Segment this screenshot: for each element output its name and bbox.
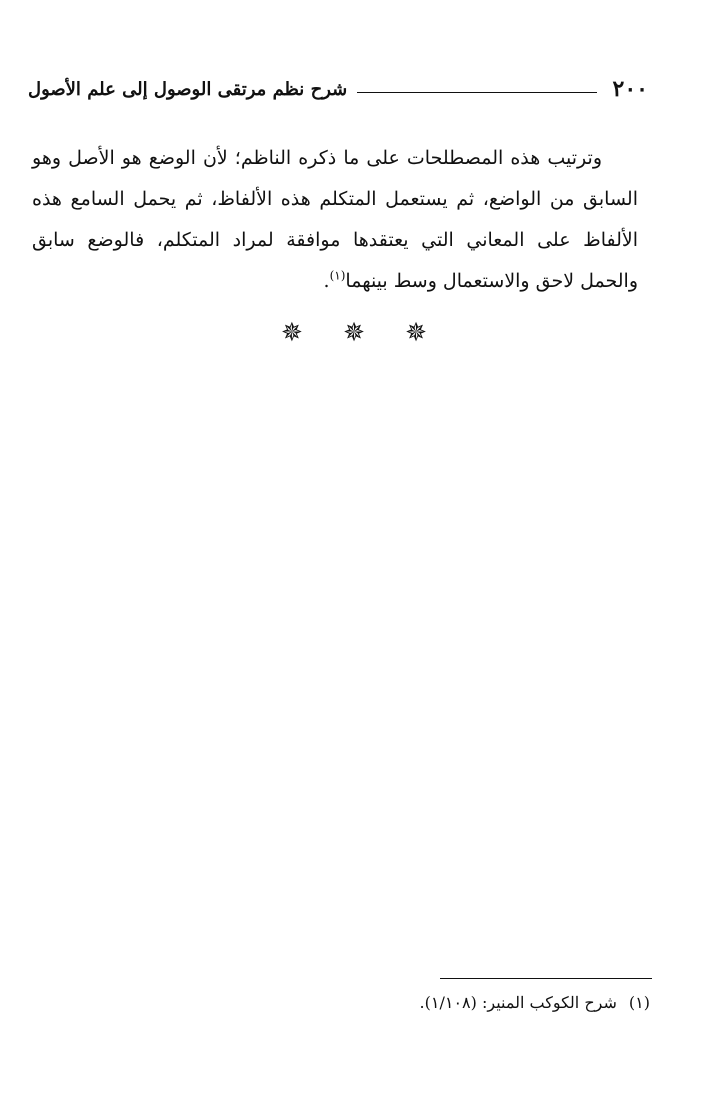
star-ornament-icon: ✵: [405, 318, 427, 348]
header-rule: [357, 92, 596, 93]
page-number: ٢٠٠: [612, 76, 648, 102]
paragraph: [32, 138, 638, 302]
star-ornament-icon: ✵: [281, 318, 303, 348]
star-ornament-icon: ✵: [343, 318, 365, 348]
page-header: [28, 72, 648, 106]
footnote-rule: [440, 978, 652, 979]
section-separator: [0, 318, 708, 348]
footnote: [60, 990, 650, 1016]
footnote-text: شرح الكوكب المنير: (١/١٠٨).: [419, 993, 617, 1012]
footnote-marker: (١): [628, 993, 650, 1012]
running-title: شرح نظم مرتقى الوصول إلى علم الأصول: [28, 78, 348, 100]
footnote-reference: (١): [329, 268, 346, 283]
paragraph-end: .: [323, 270, 330, 292]
body-text: [32, 138, 638, 302]
paragraph-text: وترتيب هذه المصطلحات على ما ذكره الناظم؛ لأن الوضع هو الأصل وهو السابق من الواضع، ثم يستعمل المتكلم هذه الألفاظ، ثم يحمل السامع هذه الألفاظ على المعاني التي يعتقدها موافقة لمراد المتكلم، فالوضع سابق والحمل لاحق والاستعمال وسط بينهما: [32, 147, 638, 292]
